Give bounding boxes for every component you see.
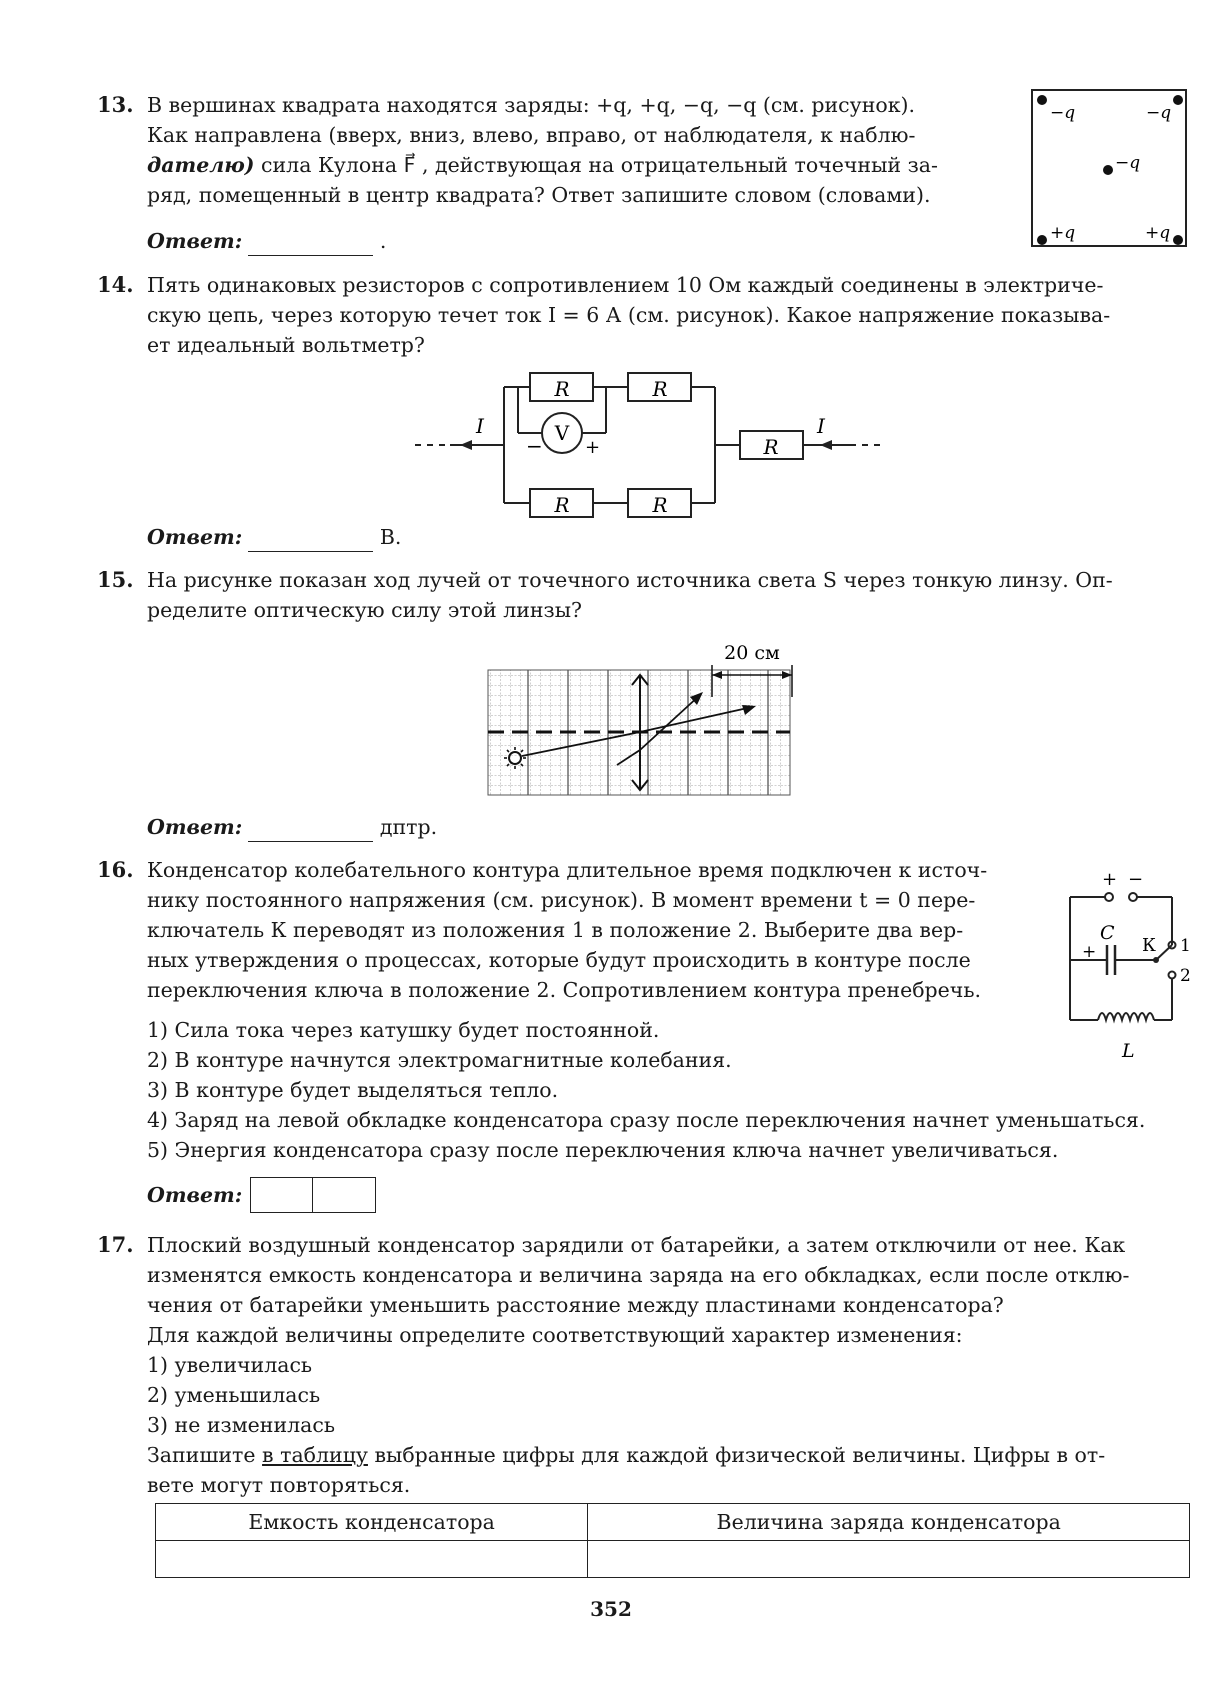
question-13-number: 13. <box>97 92 134 117</box>
q13-line-3-emph: дателю) <box>147 153 255 177</box>
switch-position-1: 1 <box>1180 936 1191 956</box>
charge-dot-tr <box>1173 95 1183 105</box>
resistor-label-bottom-2: R <box>652 493 668 517</box>
current-label-right: I <box>817 414 825 438</box>
lens-ray-figure <box>480 635 800 800</box>
q16-line-1: Конденсатор колебательного контура длительное время подключен к источ- <box>147 858 988 882</box>
charge-label-br: +q <box>1145 223 1171 243</box>
charge-label-bl: +q <box>1050 223 1076 243</box>
voltmeter-label: V <box>554 421 570 445</box>
current-arrow-right <box>820 440 832 450</box>
q13-line-1: В вершинах квадрата находятся заряды: +q, +q, −q, −q (см. рисунок). <box>147 93 916 117</box>
q14-answer-label: Ответ: <box>147 525 243 549</box>
q16-answer-label <box>147 1180 242 1210</box>
source-minus: − <box>1128 869 1144 890</box>
resistor-label-top-1: R <box>554 377 570 401</box>
q16-line-5: переключения ключа в положение 2. Сопротивлением контура пренебречь. <box>147 978 982 1002</box>
q13-answer-blank[interactable] <box>248 233 373 256</box>
q13-line-3-text: сила Кулона F⃗ , действующая на отрицательный точечный за- <box>254 153 938 177</box>
charge-label-tr: −q <box>1146 103 1172 123</box>
q15-answer-label: Ответ: <box>147 815 243 839</box>
q17-line-5b: в таблицу <box>262 1443 368 1467</box>
q16-option-5: 5) Энергия конденсатора сразу после переключения ключа начнет увеличиваться. <box>147 1138 1059 1162</box>
current-arrow-left <box>460 440 472 450</box>
voltmeter-minus: − <box>526 434 543 458</box>
resistor-label-series: R <box>763 435 779 459</box>
q17-answer-table <box>155 1503 1190 1578</box>
q14-line-1: Пять одинаковых резисторов с сопротивлением 10 Ом каждый соединены в электриче- <box>147 273 1104 297</box>
q14-answer-unit: В. <box>379 525 402 549</box>
q16-option-4: 4) Заряд на левой обкладке конденсатора сразу после переключения начнет уменьшаться. <box>147 1108 1146 1132</box>
charge-dot-bl <box>1037 235 1047 245</box>
q15-answer-blank[interactable] <box>248 819 373 842</box>
question-17-number: 17. <box>97 1232 134 1257</box>
q13-line-3 <box>147 150 938 180</box>
resistor-circuit-figure <box>410 365 890 525</box>
q17-option-1: 1) увеличилась <box>147 1353 313 1377</box>
capacitor-plus: + <box>1082 942 1097 962</box>
q13-line-2 <box>147 120 915 150</box>
resistor-label-bottom-1: R <box>554 493 570 517</box>
inductor-label: L <box>1122 1040 1135 1062</box>
q16-option-2: 2) В контуре начнутся электромагнитные колебания. <box>147 1048 732 1072</box>
q14-line-3: ет идеальный вольтметр? <box>147 333 425 357</box>
q17-option-3: 3) не изменилась <box>147 1413 336 1437</box>
q17-line-1: Плоский воздушный конденсатор зарядили от батарейки, а затем отключили от нее. Как <box>147 1233 1126 1257</box>
q15-line-2: ределите оптическую силу этой линзы? <box>147 598 583 622</box>
charge-dot-center <box>1103 165 1113 175</box>
q16-line-4: ных утверждения о процессах, которые будут происходить в контуре после <box>147 948 971 972</box>
q14-answer-blank[interactable] <box>248 529 373 552</box>
q15-answer-unit: дптр. <box>379 815 438 839</box>
charge-dot-br <box>1173 235 1183 245</box>
q17-line-5 <box>147 1440 1105 1470</box>
inductor-coil <box>1098 1013 1154 1020</box>
q15-answer <box>147 812 437 842</box>
charges-square-figure <box>1030 88 1190 250</box>
charge-dot-tl <box>1037 95 1047 105</box>
question-16-number: 16. <box>97 857 134 882</box>
q14-answer <box>147 522 401 552</box>
q17-line-5a: Запишите <box>147 1443 263 1467</box>
q13-answer <box>147 226 386 256</box>
q17-header-capacity: Емкость конденсатора <box>156 1504 588 1541</box>
q17-line-5c: выбранные цифры для каждой физической величины. Цифры в от- <box>367 1443 1106 1467</box>
current-label-left: I <box>476 414 484 438</box>
switch-contact-2 <box>1169 972 1176 979</box>
terminal-minus <box>1129 893 1137 901</box>
page-number: 352 <box>590 1597 632 1621</box>
switch-position-2: 2 <box>1180 966 1191 986</box>
switch-label: К <box>1142 935 1156 956</box>
scale-label: 20 см <box>724 642 780 664</box>
q16-line-3: ключатель К переводят из положения 1 в положение 2. Выберите два вер- <box>147 918 964 942</box>
charge-label-center: −q <box>1115 153 1141 173</box>
question-14-number: 14. <box>97 272 134 297</box>
resistor-label-top-2: R <box>652 377 668 401</box>
q17-table-answer-row <box>156 1541 1190 1578</box>
q16-option-1: 1) Сила тока через катушку будет постоянной. <box>147 1018 660 1042</box>
capacitor-label: C <box>1100 922 1115 944</box>
q17-line-3: чения от батарейки уменьшить расстояние между пластинами конденсатора? <box>147 1293 1004 1317</box>
lc-circuit-figure <box>1060 865 1210 1070</box>
q13-answer-suffix: . <box>379 229 387 253</box>
q16-answer-label-text: Ответ: <box>147 1183 243 1207</box>
q17-option-2: 2) уменьшилась <box>147 1383 321 1407</box>
question-15-number: 15. <box>97 567 134 592</box>
q17-line-2: изменятся емкость конденсатора и величина заряда на его обкладках, если после отклю- <box>147 1263 1130 1287</box>
voltmeter-plus: + <box>585 437 601 458</box>
q17-line-4: Для каждой величины определите соответствующий характер изменения: <box>147 1323 963 1347</box>
q17-answer-charge[interactable] <box>588 1541 1190 1578</box>
source-plus: + <box>1102 869 1118 890</box>
q16-line-2: нику постоянного напряжения (см. рисунок). В момент времени t = 0 пере- <box>147 888 976 912</box>
q17-header-charge: Величина заряда конденсатора <box>588 1504 1190 1541</box>
q16-option-3: 3) В контуре будет выделяться тепло. <box>147 1078 559 1102</box>
q16-answer-cell-2[interactable] <box>312 1177 376 1213</box>
q13-line-2-text: Как направлена (вверх, вниз, влево, вправо, от наблюдателя, к наблю- <box>147 123 916 147</box>
q14-line-2: скую цепь, через которую течет ток I = 6 А (см. рисунок). Какое напряжение показыва- <box>147 303 1111 327</box>
q15-line-1: На рисунке показан ход лучей от точечного источника света S через тонкую линзу. Оп- <box>147 568 1113 592</box>
q17-line-6: вете могут повторяться. <box>147 1473 411 1497</box>
q17-answer-capacity[interactable] <box>156 1541 588 1578</box>
q17-table-header-row <box>156 1504 1190 1541</box>
q13-line-4: ряд, помещенный в центр квадрата? Ответ запишите словом (словами). <box>147 183 931 207</box>
terminal-plus <box>1105 893 1113 901</box>
charge-label-tl: −q <box>1050 103 1076 123</box>
q13-answer-label: Ответ: <box>147 229 243 253</box>
q16-answer-cell-1[interactable] <box>250 1177 314 1213</box>
